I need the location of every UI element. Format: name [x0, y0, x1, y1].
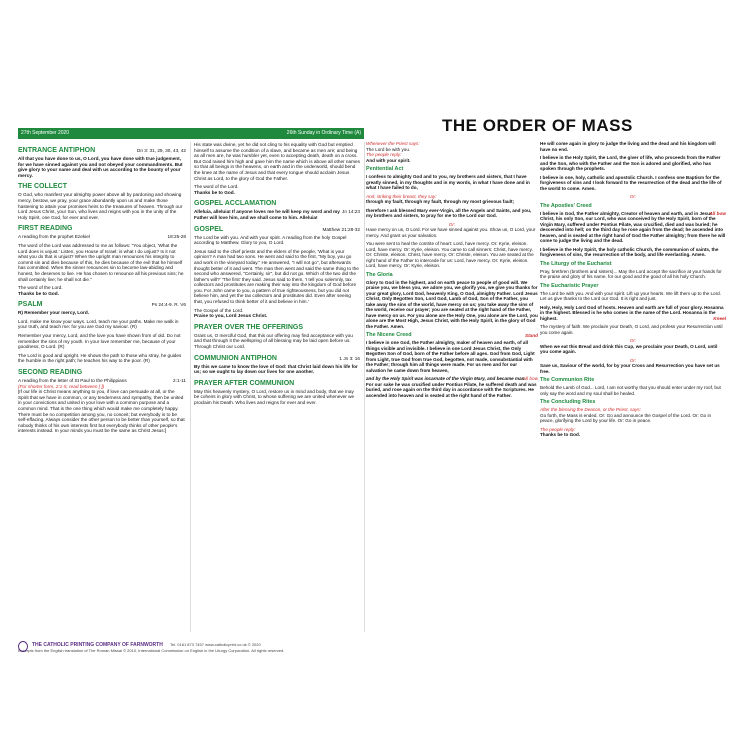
liturgy-heading: The Liturgy of the Eucharist [540, 260, 612, 267]
column-divider [364, 142, 365, 632]
psalm-heading: PSALM Ps 24:4-9. R. V6 [18, 301, 186, 309]
people-rubric: The people reply: [366, 152, 402, 157]
creed-text: I believe in one God, the Father almighty, maker of heaven and earth, of all things visible and invisible. I believe in one Lord Jesus Christ, the Only Begotten Son of God, born of the Father before all ages. God from God, Light from Light, true God from true God, begotten, not made, consubstantial with the Father; through him all things were made. For us men and for our salvation he came down from heaven, [366, 340, 535, 373]
communion-rite-heading: The Communion Rite [540, 377, 595, 383]
gospel-text: Jesus said to the chief priests and the elders of the people, 'What is your opinion? A man had two sons. He went and said to the first, "My boy, you go and work in the vineyard today." He answered, "I will not go", but afterwards thought better of it and went. The man then went and said the same thing to the second who answered, "Certainly, sir", but did not go. Which of the two did the father's will?' 'The first' they said. Jesus said to them, 'I tell you solemnly, tax collectors and prostitutes are making their way into the kingdom of God before you. For John came to you, a pattern of true righteousness, but you did not believe him, and yet the tax collectors and prostitutes did. Even after seeing that, you refused to think better of it and believe in him.' [194, 248, 359, 305]
concluding-text: Go forth, the Mass is ended. Or: Go and announce the Gospel of the Lord. Or: Go in peace, glorifying the Lord by your life. Or: Go in peace. [540, 412, 712, 423]
concluding-rubric: After the blessing the Deacon, or the Priest, says: [540, 407, 641, 412]
save-text: Save us, Saviour of the world, for by your Cross and Resurrection you have set us free. [540, 363, 720, 374]
offerings-text: Grant us, O merciful God, that this our offering may find acceptance with you and that through it the wellspring of all blessing may be laid open before us. Through Christ our Lord. [194, 332, 353, 350]
entrance-text: All that you have done to us, O Lord, you have done with true judgement, for we have sinned against you and not obeyed your commandments. But give glory to your name and deal with us according to the bounty of your mercy. [18, 156, 183, 178]
apostles-text: All bow I believe in God, the Father almighty, Creator of heaven and earth, and in Jesus Christ, his only Son, our Lord, who was conceived by the Holy Spirit, born of the Virgin Mary, suffered under Pontius Pilate, was crucified, died and was buried; he descended into hell; on the third day he rose again from the dead; he ascended into heaven, and is seated at the right hand of God the Father almighty; from there he will come to judge the living and the dead. [540, 210, 726, 243]
psalm-verse-3: The Lord is good and upright. He shows the path to those who stray, he guides the humble in the right path; he teaches his way to the poor. (R) [18, 352, 182, 364]
order-of-mass-title: THE ORDER OF MASS [442, 116, 633, 135]
therefore-text: therefore I ask blessed Mary ever-Virgin, all the Angels and Saints, and you, my brothers and sisters, to pray for me to the Lord our God. [366, 207, 532, 218]
communion-antiphon-text: By this we came to know the love of God: that Christ laid down his life for us; so we ought to lay down our lives for one another. [194, 363, 358, 375]
crucified-text: For our sake he was crucified under Pontius Pilate, he suffered death and was buried, and rose again on the third day in accordance with the Scriptures. He ascended into heaven and is seated at the right hand of the Father. [366, 381, 537, 398]
psalm-response: R) Remember your mercy, Lord. [18, 310, 90, 316]
eucharistic-prayer-heading: The Eucharistic Prayer [540, 282, 599, 289]
or-rubric: Or: [629, 194, 637, 199]
after-communion-text: May this heavenly mystery, O Lord, restore us in mind and body, that we may be coheirs in glory with Christ, to whose suffering we are united whenever we proclaim his Death. Who lives and reigns for ever and ever. [194, 388, 355, 405]
first-reading-text: The word of the Lord was addressed to me as follows: "You object, 'What the Lord does is unjust.' Listen, you House of Israel: is what I do unjust? Is it not what you do that is unjust? When the upright man renounces his integrity to commit sin and dies because of this, he dies because of the evil that he himself has committed. When the sinner renounces sin to become law-abiding and honest, he deserves to live. He has chosen to renounce all his previous sins; he shall certainly live; he shall not die." [18, 242, 184, 282]
liturgy-text: Pray, brethren (brothers and sisters)... May the Lord accept the sacrifice at your hands for the praise and glory of his name, for our good and the good of all his holy Church. [540, 268, 722, 279]
footer [18, 642, 364, 653]
mystery-text: The mystery of faith. We proclaim your Death, O Lord, and profess your Resurrection until you come again. [540, 324, 723, 335]
eat-text: When we eat this Bread and drink this Cup, we proclaim your Death, O Lord, until you come again. [540, 343, 718, 354]
entrance-heading: ENTRANCE ANTIPHON Dn 3: 31, 29, 30, 43, 42 [18, 147, 186, 154]
first-reading-heading: FIRST READING [18, 225, 73, 233]
kyrie-text: You were sent to heal the contrite of heart: Lord, have mercy. Or: Kyrie, eleison. Lord, have mercy. Or: Kyrie, eleison. You came to call sinners: Christ, have mercy. Or: Christe, eleison. Christ, have mercy. Or: Christe, eleison. You are seated at the right hand of the Father to intercede for us: Lord, have mercy. Or: Kyrie, eleison. Lord, have mercy. Or: Kyrie, eleison. [366, 241, 534, 268]
psalm-verse-1: Lord, make me know your ways. Lord, teach me your paths. Make me walk in your truth, and teach me: for you are God my saviour. (R) [18, 318, 179, 330]
publisher-contact: Tel. 0161 873 7457 www.catholicprint.co.uk © 2020 [169, 642, 261, 647]
or-rubric: Or: [629, 357, 637, 363]
or-rubric: Or: [448, 221, 456, 227]
column-4 [540, 141, 726, 438]
fault-text: through my fault, through my fault, through my most grievous fault; [366, 199, 515, 204]
acclamation-text: Jn 14:23 Alleluia, alleluia! If anyone loves me he will keep my word and my Father will love him, and we shall come to him. Alleluia! [194, 209, 360, 220]
publisher-logo-icon [18, 641, 28, 652]
second-reading-text: [If our life in Christ means anything to you, if love can persuade at all, or the Spirit that we have in common, or any tenderness and sympathy, then be united in your convictions and united in your love with a common purpose and a common mind. That is the one thing which would make me completely happy. There must be no competition among you, no conceit; but everybody is to be self-effacing. Always consider the other person to be better than yourself, so that nobody thinks of his own interests first but everybody thinks of other people's interests instead. In your minds you must be the same as Christ Jesus:] [18, 389, 185, 434]
acclamation-heading: GOSPEL ACCLAMATION [194, 200, 277, 208]
column-2 [194, 142, 360, 409]
column-divider [190, 142, 191, 632]
eucharistic-prayer-text: The Lord be with you. And with your spirit. Lift up your hearts. We lift them up to the Lord. Let us give thanks to the Lord our God. It is right and just. [540, 290, 721, 301]
date-label: 27th September 2020 [21, 130, 70, 136]
gloria-heading: The Gloria [366, 271, 393, 278]
creed-heading: The Nicene Creed Stand [366, 332, 538, 338]
gospel-end: The Gospel of the Lord. [194, 307, 244, 313]
column-3 [366, 141, 538, 401]
after-communion-heading: PRAYER AFTER COMMUNION [194, 379, 295, 387]
gospel-response: Praise to you, Lord Jesus Christ. [194, 313, 268, 319]
holy-spirit-text: I believe in the Holy Spirit, the Lord, the giver of life, who proceeds from the Father and the Son, who with the Father and the Son is adored and glorified, who has spoken through the prophets. [540, 155, 721, 171]
creed-2-text: He will come again in glory to judge the living and the dead and his kingdom will have no end. [540, 141, 716, 152]
gospel-heading: GOSPEL Matthew 21:28-32 [194, 225, 360, 233]
topbar [18, 128, 364, 139]
communion-antiphon-heading: COMMUNION ANTIPHON 1 Jn 3: 16 [194, 354, 360, 362]
sunday-label: 26th Sunday in Ordinary Time (A) [286, 130, 361, 136]
psalm-verse-2: Remember your mercy, Lord, and the love you have shown from of old. Do not remember the sins of my youth. In your love remember me, because of your goodness, O Lord. (R) [18, 333, 181, 350]
publisher-name: THE CATHOLIC PRINTING COMPANY OF FARNWORTH [32, 642, 163, 648]
gospel-intro: The Lord be with you. And with your spirit. A reading from the holy Gospel according to Matthew. Glory to you, O Lord. [194, 234, 347, 246]
second-reading-heading: SECOND READING [18, 369, 83, 377]
church-text: I believe in one, holy, catholic and apostolic Church. I confess one Baptism for the forgiveness of sins and I look forward to the resurrection of the dead and the life of the world to come. Amen. [540, 174, 722, 191]
second-reading-sub: A reading from the letter of St Paul to the Philippians 2:1-11 [18, 378, 186, 384]
confiteor-text: I confess to almighty God and to you, my brothers and sisters, that I have greatly sinned, in my thoughts and in my words, in what I have done and in what I have failed to do, [366, 174, 530, 190]
communion-rite-text: Behold the Lamb of God... Lord, I am not worthy that you should enter under my roof, but only say the word and my soul shall be healed. [540, 385, 721, 396]
footer-credits: Excerpts from the English translation of The Roman Missal © 2010, International Commission on English in the Liturgy Corporation. All rights reserved. [18, 648, 285, 653]
concluding-heading: The Concluding Rites [540, 399, 596, 405]
have-mercy-text: Have mercy on us, O Lord. For we have sinned against you. Show us, O Lord, your mercy. And grant us your salvation. [366, 227, 536, 238]
collect-heading: THE COLLECT [18, 183, 67, 191]
column-1 [18, 142, 186, 437]
first-reading-end: The word of the Lord. [18, 285, 63, 291]
priest-greeting: The Lord be with you. [366, 146, 411, 152]
penitential-heading: Penitential Act [366, 166, 404, 172]
hymn-text: His state was divine, yet he did not cling to his equality with God but emptied himself to assume the condition of a slave, and became as men are; and being as all men are, he was humbler yet, even to accepting death, death on a cross. But God raised him high and gave him the name which is above all other names so that all beings in the heavens, on earth and in the underworld, should bend the knee at the name of Jesus and that every tongue should acclaim Jesus Christ as Lord, to the glory of God the Father. [194, 142, 360, 181]
reply-rubric: The people reply: [540, 426, 576, 432]
people-response: And with your spirit. [366, 157, 411, 163]
sanctus-text: Holy, Holy, Holy Lord God of hosts. Heaven and earth are full of your glory. Hosanna in the highest. Blessed is he who comes in the name of the Lord. Hosanna in the highest. Kneel [540, 304, 726, 321]
apostles-2-text: I believe in the Holy Spirit, the holy catholic Church, the communion of saints, the forgiveness of sins, the resurrection of the body, and life everlasting. Amen. [540, 246, 719, 257]
second-reading-response: Thanks be to God. [194, 189, 235, 195]
apostles-heading: The Apostles' Creed [540, 202, 592, 209]
or-rubric: Or: [629, 338, 637, 343]
second-reading-end: The word of the Lord. [194, 184, 239, 190]
first-reading-response: Thanks be to God. [18, 290, 59, 296]
incarnation-line: and by the Holy Spirit was incarnate of the Virgin Mary, and became man. All bow [366, 376, 538, 381]
first-reading-sub: A reading from the prophet Ezekiel 18:25-28 [18, 234, 186, 240]
second-reading-short: (For shorter form, 2:1-5, read between [ ]) [18, 383, 105, 389]
reply-text: Thanks be to God. [540, 432, 581, 437]
collect-text: O God, who manifest your almighty power above all by pardoning and showing mercy, bestow, we pray, your grace abundantly upon us and make those hastening to attain your promises heirs to the treasures of heaven. Through our Lord Jesus Christ, your Son, who lives and reigns with you in the unity of the Holy Spirit, one God, for ever and ever. [18, 192, 183, 220]
offerings-heading: PRAYER OVER THE OFFERINGS [194, 323, 304, 331]
gloria-text: Glory to God in the highest, and on earth peace to people of good will. We praise you, we bless you, we adore you, we glorify you, we give you thanks for your great glory, Lord God, heavenly King, O God, almighty Father. Lord Jesus Christ, Only Begotten Son, Lord God, Lamb of God, Son of the Father, you take away the sins of the world, have mercy on us; you take away the sins of the world, receive our prayer; you are seated at the right hand of the Father, have mercy on us. For you alone are the Holy One, you alone are the Lord, you alone are the Most High, Jesus Christ, with the Holy Spirit, in the glory of God the Father. Amen. [366, 279, 538, 329]
strike-rubric: And, striking their breast, they say: [366, 193, 437, 199]
priest-rubric: Whenever the Priest says: [366, 141, 420, 146]
